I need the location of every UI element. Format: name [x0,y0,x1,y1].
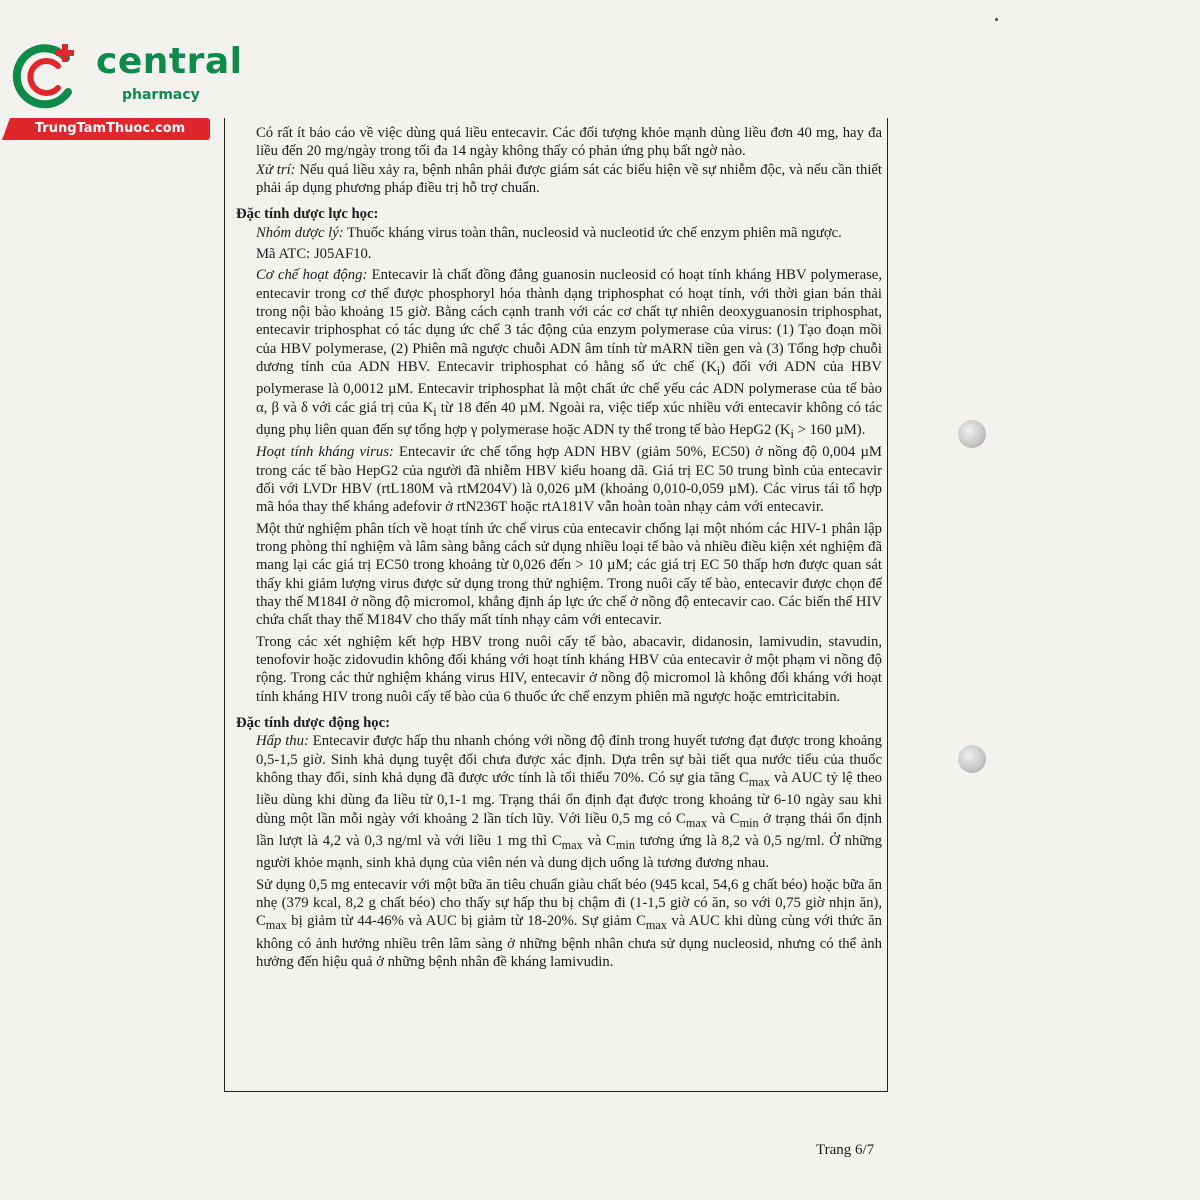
mechanism-label: Cơ chế hoạt động: [256,267,368,284]
combination-paragraph: Trong các xét nghiệm kết hợp HBV trong nuôi cấy tế bào, abacavir, didanosin, lamivudin, stavudin, tenofovir hoặc zidovudin không đối kháng với hoạt tính kháng HBV của entecavir ở một phạm vi nồng độ rộng. Trong các thử nghiệm kháng virus HIV, entecavir ở nồng độ micromol là không đối kháng với hoạt tính kháng HIV trong nuôi cấy tế bào của 6 thuốc ức chế enzym phiên mã ngược hoặc emtricitabin. [256,633,882,705]
absorption-text: Entecavir được hấp thu nhanh chóng với nồng độ đỉnh trong huyết tương đạt được trong khoảng 0,5-1,5 giờ. Sinh khả dụng tuyệt đối chưa được xác định. Dựa trên sự bài tiết qua nước tiểu của thuốc không thay đổi, sinh khả dụng đã được ước tính là tối thiểu 70%. Có sự gia tăng C [256,733,882,787]
ki-subscript: i [716,364,721,379]
group-text: Thuốc kháng virus toàn thân, nucleosid và nucleotid ức chế enzym phiên mã ngược. [343,224,842,241]
absorption-paragraph [236,732,882,872]
mechanism-text-2: ) đối với ADN của HBV polymerase là 0,0012 µM. Entecavir triphosphat là một chất ức chế yếu các ADN polymerase của tế bào α, β và δ với các giá trị của K [256,359,882,416]
antiviral-paragraph [236,443,882,516]
cmin-subscript: min [615,838,635,852]
food-effect-paragraph [236,876,882,972]
mechanism-text-3: từ 18 đến 40 µM. Ngoài ra, việc tiếp xúc nhiều với entecavir không có tác dụng phụ liên quan đến sự tổng hợp γ polymerase hoặc ADN ty thể trong tế bào HepG2 (K [256,399,883,439]
food-text: Sử dụng 0,5 mg entecavir với một bữa ăn tiêu chuẩn giàu chất béo (945 kcal, 54,6 g chất béo) hoặc bữa ăn nhẹ (379 kcal, 8,2 g chất béo) cho thấy sự hấp thu bị chậm đi (1-1,5 giờ có ăn, so với 0,75 giờ nhịn ăn), C [256,876,882,930]
cmax-subscript: max [685,815,707,830]
page-number: Trang 6/7 [816,1142,875,1158]
punch-hole [958,420,986,448]
cmax-subscript: max [645,918,667,933]
pharmacodynamics-heading: Đặc tính dược lực học: [236,206,379,223]
cmin-subscript: min [739,815,759,830]
food-text: bị giảm từ 44-46% và AUC bị giảm từ 18-20%. Sự giảm C [286,913,646,930]
antiviral-text: Entecavir ức chế tổng hợp ADN HBV (giảm 50%, EC50) ở nồng độ 0,004 µM trong các tế bào HepG2 của người đã nhiễm HBV kiểu hoang dã. Giá trị EC 50 trung bình của entecavir đối với LVDr HBV (rtL180M và rtM204V) là 0,026 µM (khoảng 0,010-0,059 µM). Các virus tái tổ hợp mã hóa thay thế kháng adefovir ở rtN236T hoặc rtA181V vẫn hoàn toàn nhạy cảm với entecavir. [256,444,882,516]
logo-name: central [96,41,243,82]
mechanism-text-1: Entecavir là chất đồng đẳng guanosin nucleosid có hoạt tính kháng HBV polymerase, entecavir trong cơ thể được phosphoryl hóa thành dạng triphosphat có hoạt tính, với thời gian bán thải trong nội bào khoảng 15 giờ. Bằng cách cạnh tranh với các cơ chất tự nhiên deoxyguanosin triphosphat, entecavir triphosphat có tác dụng ức chế 3 tác động của enzym polymerase của virus: (1) Tạo đoạn mồi của HBV polymerase, (2) Phiên mã ngược chuỗi ADN âm tính từ mARN tiền gen và (3) Tổng hợp chuỗi dương tính của ADN HBV. Entecavir triphosphat có hằng số ức chế (K [256,267,882,376]
pharmacologic-group [236,224,882,242]
ki-subscript: i [433,404,437,419]
pharmacy-c-logo-icon [10,38,86,114]
cmax-subscript: max [265,918,287,933]
absorption-label: Hấp thu: [256,733,309,750]
treatment-label: Xử trí: [256,161,296,178]
punch-hole [958,745,986,773]
absorption-text: và AUC tỷ lệ theo liều dùng khi dùng đa liều từ 0,1-1 mg. Trạng thái ổn định đạt được trong khoảng từ 6-10 ngày sau khi dùng một lần mỗi ngày với khoảng 2 lần tích lũy. Với liều 0,5 mg có C [256,770,882,827]
group-label: Nhóm dược lý: [256,224,344,241]
absorption-text: tương ứng là 8,2 và 0,5 ng/ml. Ở những người khỏe mạnh, sinh khả dụng của viên nén và dung dịch uống là tương đương nhau. [256,833,882,872]
overdose-treatment [236,161,882,198]
central-pharmacy-logo [10,38,243,138]
document-content [236,124,882,971]
cmax-subscript: max [561,838,583,852]
treatment-text: Nếu quá liều xảy ra, bệnh nhân phải được giám sát các biểu hiện về sự nhiễm độc, và nếu cần thiết phải áp dụng phương pháp điều trị hỗ trợ chuẩn. [256,161,882,197]
absorption-text: và C [582,833,616,850]
logo-website: TrungTamThuoc.com [10,118,210,140]
scan-speck [995,18,998,21]
absorption-text: và C [706,810,740,827]
overdose-paragraph: Có rất ít báo cáo về việc dùng quá liều entecavir. Các đối tượng khỏe mạnh dùng liều đơn 40 mg, hay đa liều đến 20 mg/ngày trong tối đa 14 ngày không thấy có phản ứng phụ bất ngờ nào. [256,125,882,160]
pharmacokinetics-heading: Đặc tính dược động học: [236,715,391,732]
ki-subscript: i [790,426,794,441]
cmax-subscript: max [748,775,770,790]
absorption-text: ở trạng thái ổn định lần lượt là 4,2 và 0,3 ng/ml và với liều 1 mg thì C [256,810,882,850]
food-text: và AUC khi dùng cùng với thức ăn không có ảnh hưởng nhiều trên lâm sàng ở những bệnh nhân chưa sử dụng nucleosid, nhưng có thể ảnh hưởng đến hiệu quả ở những bệnh nhân đề kháng lamivudin. [256,913,882,970]
logo-subtitle: pharmacy [122,87,200,103]
antiviral-label: Hoạt tính kháng virus: [256,444,394,461]
atc-code: Mã ATC: J05AF10. [256,246,372,263]
mechanism-paragraph [236,266,882,443]
hiv-paragraph: Một thử nghiệm phân tích về hoạt tính ức chế virus của entecavir chống lại một nhóm các HIV-1 phân lập trong phòng thí nghiệm và lâm sàng bằng cách sử dụng nhiều loại tế bào và nhiều điều kiện xét nghiệm đã mang lại các giá trị EC50 trong khoảng từ 0,026 đến > 10 µM; các giá trị EC 50 thấp hơn được quan sát thấy khi giảm lượng virus được sử dụng trong thử nghiệm. Trong nuôi cấy tế bào, entecavir được chọn để thay thế M184I ở nồng độ micromol, khẳng định áp lực ức chế ở nồng độ entecavir cao. Các biến thể HIV chứa chất thay thế M184V cho thấy mất tính nhạy cảm với entecavir. [256,520,882,629]
mechanism-text-4: > 160 µM). [793,422,866,439]
